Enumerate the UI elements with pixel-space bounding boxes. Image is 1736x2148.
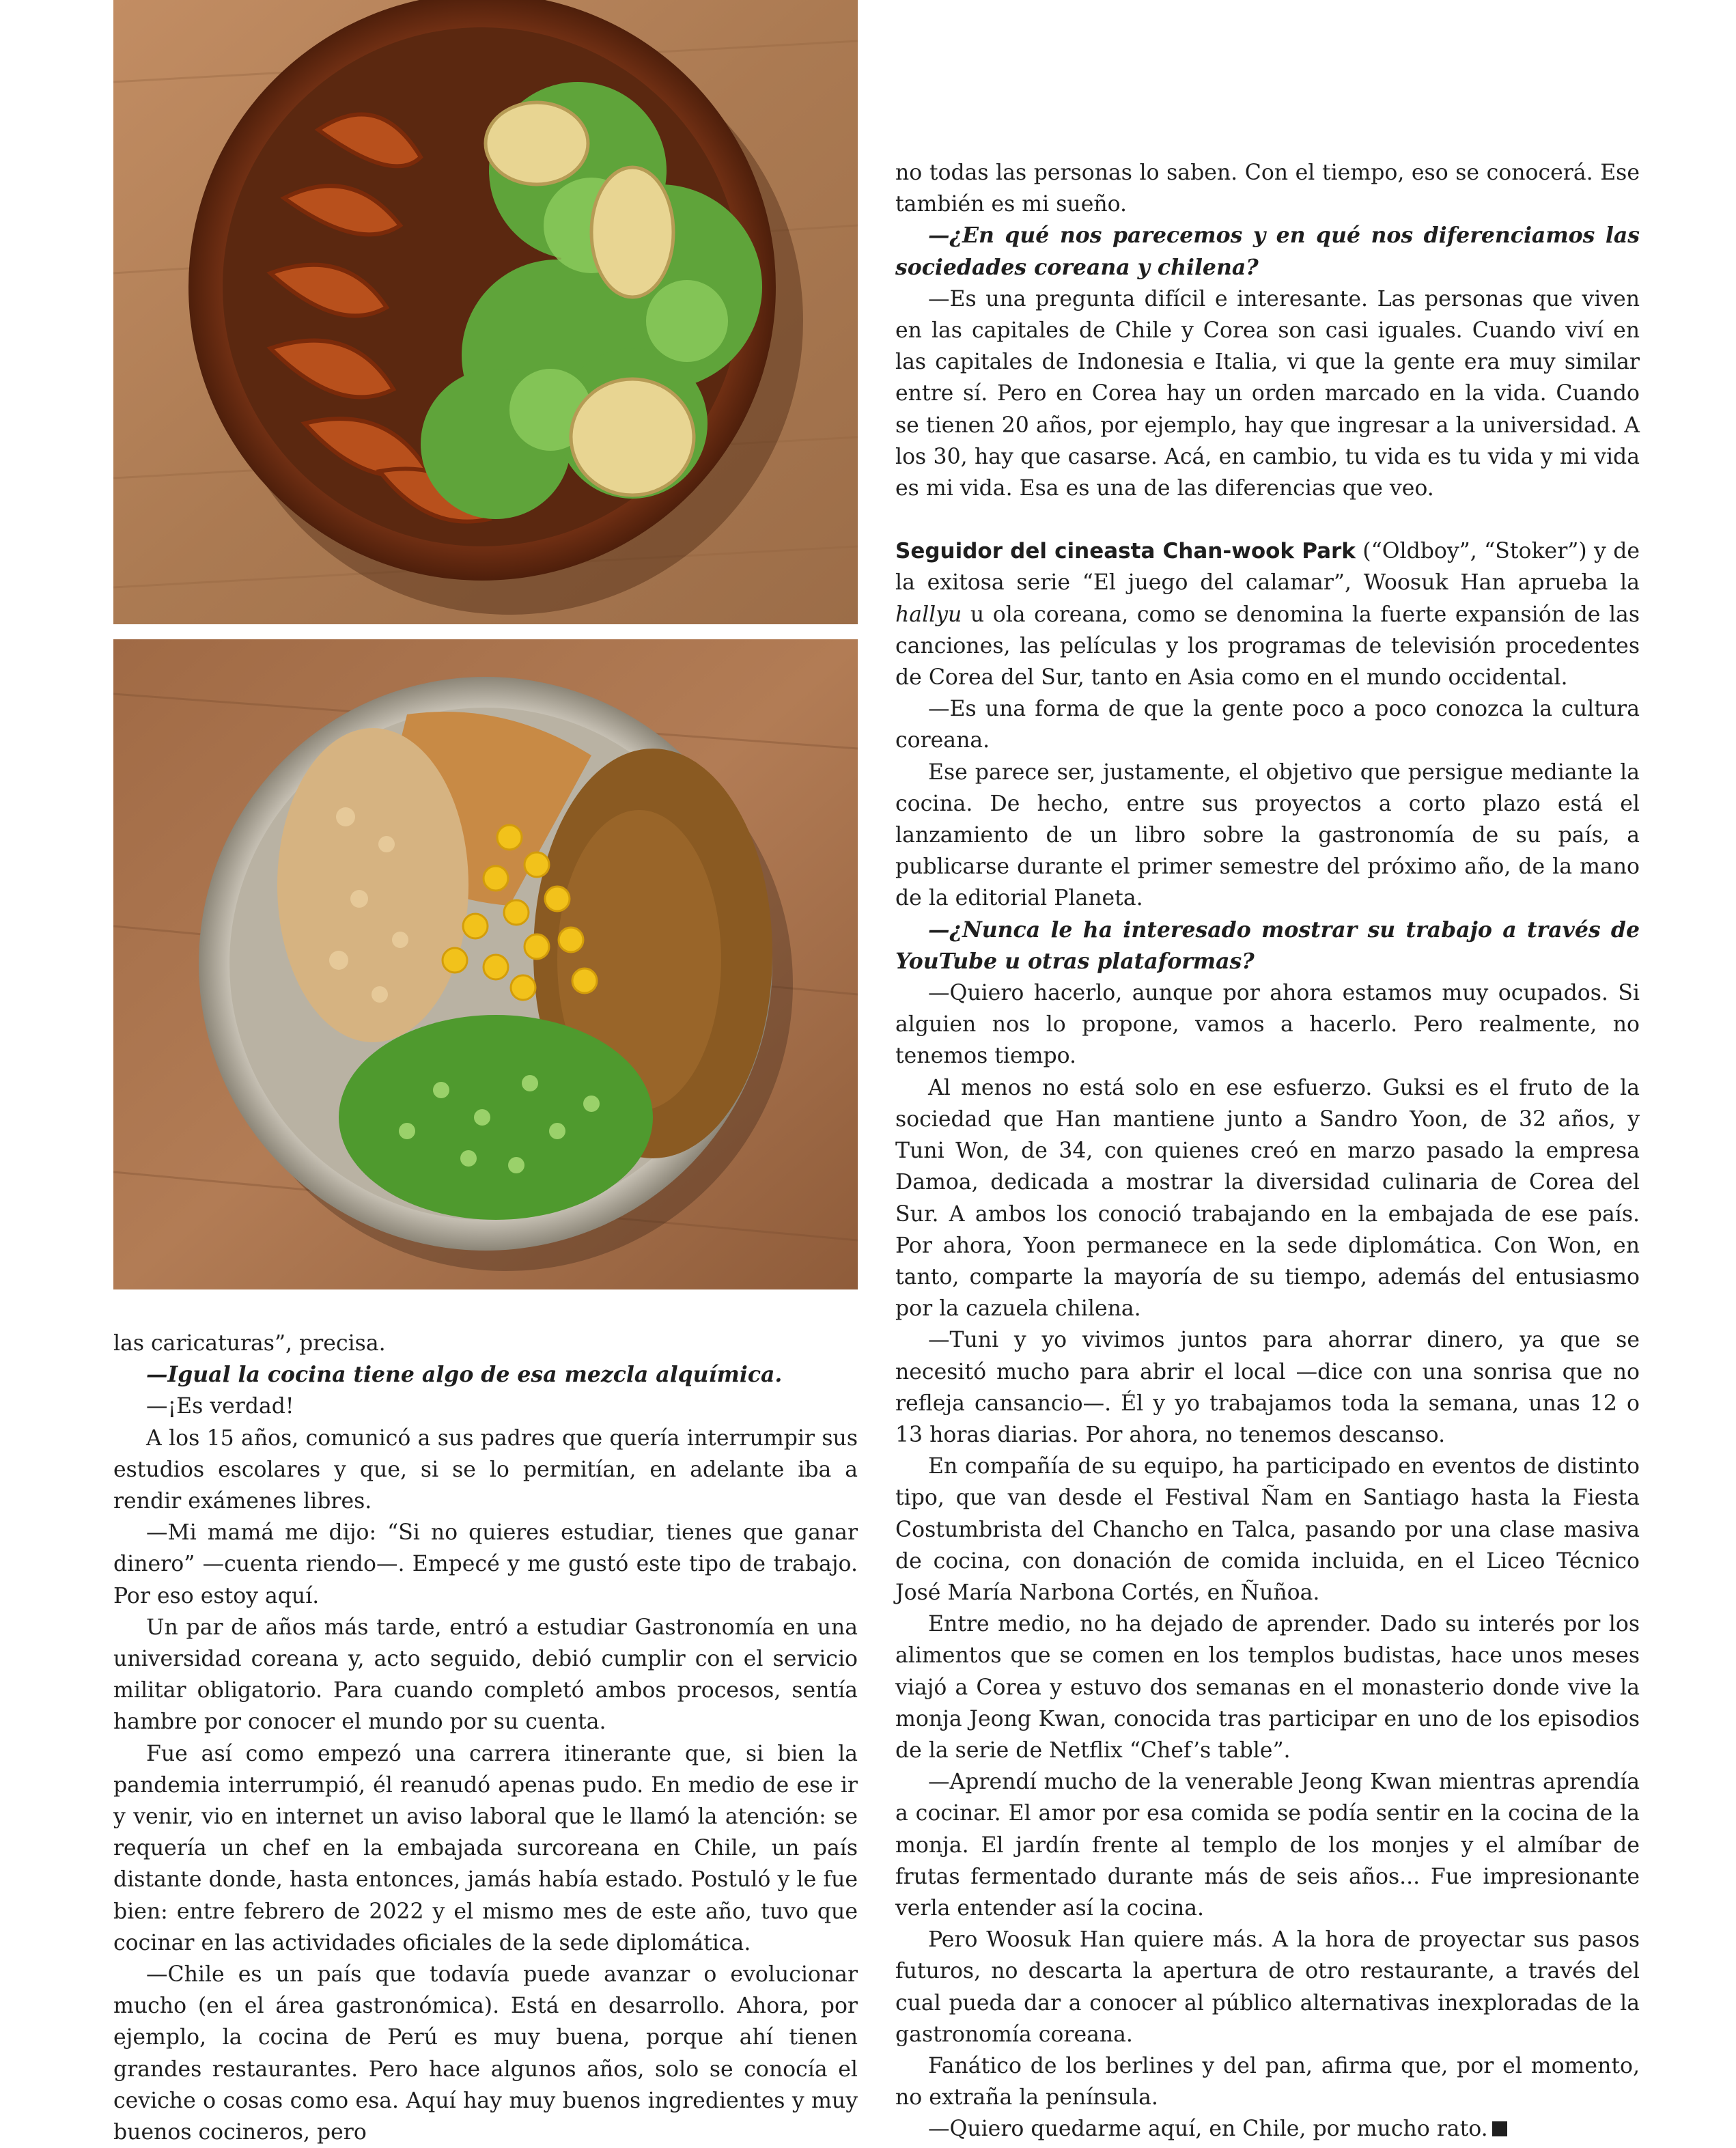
question-paragraph: —¿Nunca le ha interesado mostrar su trabajo a través de YouTube u otras plataformas? xyxy=(895,917,1640,974)
question-paragraph: —¿En qué nos parecemos y en qué nos diferenciamos las sociedades coreana y chilena? xyxy=(895,223,1640,280)
bowl-dumplings-salad-icon xyxy=(113,0,858,624)
paragraph: A los 15 años, comunicó a sus padres que quería interrumpir sus estudios escolares y que, si se lo permitían, en adelante iba a rendir exámenes libres. xyxy=(113,1425,858,1514)
left-text-column xyxy=(113,1328,858,2148)
section-lead: Seguidor del cineasta Chan-wook Park xyxy=(895,539,1356,564)
question-paragraph: —Igual la cocina tiene algo de esa mezcla alquímica. xyxy=(146,1362,783,1388)
paragraph: —Tuni y yo vivimos juntos para ahorrar dinero, ya que se necesitó mucho para abrir el local —dice con una sonrisa que no refleja cansancio—. Él y yo trabajamos toda la semana, unas 12 o 13 horas diarias. Por ahora, no tenemos descanso. xyxy=(895,1328,1640,1447)
text-run: (“Oldboy”, “Stoker”) y de la exitosa serie “El juego del calamar”, Woosuk Han aprueba la xyxy=(895,539,1640,596)
paragraph: Ese parece ser, justamente, el objetivo que persigue mediante la cocina. De hecho, entre sus proyectos a corto plazo está el lanzamiento de un libro sobre la gastronomía de su país, a publicarse durante el primer semestre del próximo año, de la mano de la editorial Planeta. xyxy=(895,759,1640,911)
paragraph: —¡Es verdad! xyxy=(146,1394,294,1419)
right-text-column xyxy=(895,157,1640,2145)
section-lead-paragraph xyxy=(895,535,1640,693)
paragraph: —Chile es un país que todavía puede avanzar o evolucionar mucho (en el área gastronómica). Está en desarrollo. Ahora, por ejemplo, la cocina de Perú es muy buena, porque ahí tienen grandes restaurantes. Pero hace algunos años, solo se conocía el ceviche o cosas como esa. Aquí hay muy buenos ingredientes y muy buenos cocineros, pero xyxy=(113,1962,858,2145)
text-run: —Quiero quedarme aquí, en Chile, por mucho rato. xyxy=(928,2117,1488,2142)
paragraph: —Aprendí mucho de la venerable Jeong Kwan mientras aprendía a cocinar. El amor por esa comida se podía sentir en la cocina de la monja. El jardín frente al templo de los monjes y el almíbar de frutas fermentado durante más de seis años... Fue impresionante verla entender así la cocina. xyxy=(895,1770,1640,1921)
photo-corn-bowl xyxy=(113,639,858,1289)
paragraph: Fanático de los berlines y del pan, afirma que, por el momento, no extraña la península. xyxy=(895,2053,1640,2110)
paragraph: Fue así como empezó una carrera itinerante que, si bien la pandemia interrumpió, él reanudó apenas pudo. En medio de ese ir y venir, vio en internet un aviso laboral que le llamó la atención: se requería un chef en la embajada surcoreana en Chile, un país distante donde, hasta entonces, jamás había estado. Postuló y le fue bien: entre febrero de 2022 y el mismo mes de este año, tuvo que cocinar en las actividades oficiales de la sede diplomática. xyxy=(113,1741,858,1955)
photo-dumplings-salad xyxy=(113,0,858,624)
paragraph: Entre medio, no ha dejado de aprender. Dado su interés por los alimentos que se comen en los templos budistas, hace unos meses viajó a Corea y estuvo dos semanas en el monasterio donde vive la monja Jeong Kwan, conocida tras participar en uno de los episodios de la serie de Netflix “Chef’s table”. xyxy=(895,1612,1640,1763)
paragraph: Un par de años más tarde, entró a estudiar Gastronomía en una universidad coreana y, acto seguido, debió cumplir con el servicio militar obligatorio. Para cuando completó ambos procesos, sentía hambre por conocer el mundo por su cuenta. xyxy=(113,1615,858,1735)
paragraph: —Es una forma de que la gente poco a poco conozca la cultura coreana. xyxy=(895,697,1640,753)
paragraph: —Quiero hacerlo, aunque por ahora estamos muy ocupados. Si alguien nos lo propone, vamos a hacerlo. Pero realmente, no tenemos tiempo. xyxy=(895,981,1640,1069)
paragraph: En compañía de su equipo, ha participado en eventos de distinto tipo, que van desde el Festival Ñam en Santiago hasta la Fiesta Costumbrista del Chancho en Talca, pasando por una clase masiva de cocina, con donación de comida incluida, en el Liceo Técnico José María Narbona Cortés, en Ñuñoa. xyxy=(895,1454,1640,1605)
paragraph: Al menos no está solo en ese esfuerzo. Guksi es el fruto de la sociedad que Han mantiene junto a Sandro Yoon, de 32 años, y Tuni Won, de 34, con quienes creó en marzo pasado la empresa Damoa, dedicada a mostrar la diversidad culinaria de Corea del Sur. A ambos los conoció trabajando en la embajada de ese país. Por ahora, Yoon permanece en la sede diplomática. Con Won, en tanto, comparte la mayoría de su tiempo, además del entusiasmo por la cazuela chilena. xyxy=(895,1075,1640,1322)
paragraph: —Es una pregunta difícil e interesante. Las personas que viven en las capitales de Chile y Corea son casi iguales. Cuando viví en las capitales de Indonesia e Italia, vi que la gente era muy similar entre sí. Pero en Corea hay un orden marcado en la vida. Cuando se tienen 20 años, por ejemplo, hay que ingresar a la universidad. A los 30, hay que casarse. Acá, en cambio, tu vida es tu vida y mi vida es mi vida. Esa es una de las diferencias que veo. xyxy=(895,286,1640,501)
closing-paragraph xyxy=(895,2113,1640,2145)
paragraph: Pero Woosuk Han quiere más. A la hora de proyectar sus pasos futuros, no descarta la apertura de otro restaurante, a través del cual pueda dar a conocer al público alternativas inexploradas de la gastronomía coreana. xyxy=(895,1927,1640,2047)
text-run: u ola coreana, como se denomina la fuerte expansión de las canciones, las películas y los programas de televisión procedentes de Corea del Sur, tanto en Asia como en el mundo occidental. xyxy=(895,602,1640,691)
end-mark-icon xyxy=(1492,2121,1507,2136)
paragraph: las caricaturas”, precisa. xyxy=(113,1331,386,1356)
paragraph: —Mi mamá me dijo: “Si no quieres estudiar, tienes que ganar dinero” —cuenta riendo—. Empecé y me gustó este tipo de trabajo. Por eso estoy aquí. xyxy=(113,1520,858,1608)
paragraph: no todas las personas lo saben. Con el tiempo, eso se conocerá. Ese también es mi sueño. xyxy=(895,161,1640,217)
bowl-corn-peanuts-scallions-icon xyxy=(113,639,858,1289)
italic-term: hallyu xyxy=(895,602,962,627)
